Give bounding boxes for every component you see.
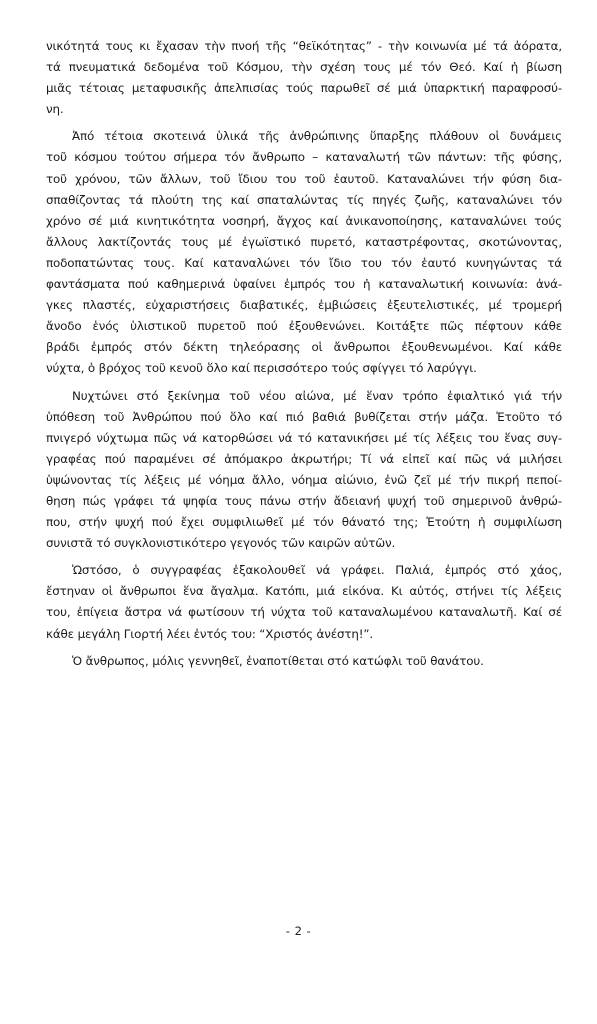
text-line: νύχτα, ὁ βρόχος τοῦ κενοῦ ὅλο καί περισσότερο τούς σφίγγει τό λαρύγγι. — [46, 361, 477, 376]
text-line: Νυχτώνει στό ξεκίνημα τοῦ νέου αἰώνα, μέ ἕναν τρόπο ἐφιαλτικό γιά τήν — [72, 388, 562, 403]
text-line: Ὡστόσο, ὁ συγγραφέας ἐξακολουθεῖ νά γράφει. Παλιά, ἐμπρός στό χάος, — [72, 563, 562, 578]
text-line: γραφέας πού παραμένει σέ ἀπόμακρο ἀκρωτήρι; Τί νά εἰπεῖ καί πῶς νά μιλήσει — [46, 451, 562, 466]
text-line: κάθε μεγάλη Γιορτή λέει ἐντός του: “Χριστός ἀνέστη!”. — [46, 626, 374, 641]
text-line: που, στήν ψυχή πού ἔχει συμφιλιωθεῖ μέ τόν θάνατό της; Ἐτούτη ἡ συμφιλίωση — [46, 515, 562, 530]
text-line: Ὁ ἄνθρωπος, μόλις γεννηθεῖ, ἐναποτίθεται στό κατώφλι τοῦ θανάτου. — [72, 653, 484, 668]
body-text — [46, 36, 562, 672]
text-line: νη. — [46, 102, 64, 117]
text-line: θηση πώς γράφει τά ψηφία τους πάνω στήν ἄδειανή ψυχή τοῦ σημερινοῦ ἀνθρώ- — [46, 493, 562, 508]
text-line: χρόνο σέ μιά κινητικότητα νοσηρή, ἄγχος καί ἀνικανοποίησης, καταναλώνει τούς — [46, 213, 562, 228]
text-line: νικότητά τους κι ἔχασαν τὴν πνοή τῆς “θεϊκότητας” - τὴν κοινωνία μέ τά ἀόρατα, — [46, 39, 562, 53]
text-line: ἄνοδο ἑνός ὑλιστικοῦ πυρετοῦ πού ἐξουθενώνει. Κοιτάξτε πῶς πέφτουν κάθε — [46, 319, 562, 334]
paragraph — [46, 386, 562, 555]
text-line: μιᾶς τέτοιας μεταφυσικῆς ἀπελπισίας τούς παρωθεῖ σέ μιά ὑπαρκτική παραφροσύ- — [46, 81, 562, 96]
text-line: συνιστᾶ τό συγκλονιστικότερο γεγονός τῶν καιρῶν αὐτῶν. — [46, 536, 396, 551]
text-line: του, ἐπίγεια ἄστρα νά φωτίσουν τή νύχτα τοῦ καταναλωμένου καταναλωτῆ. Καί σέ — [46, 605, 562, 620]
paragraph — [46, 36, 562, 120]
text-line: ποδοπατώντας τους. Καί καταναλώνει τόν ἴδιο του τόν ἑαυτό κυνηγώντας τά — [46, 255, 562, 270]
text-line: φαντάσματα πού καθημερινά ὑφαίνει ἐμπρός του ἡ καταναλωτική κοινωνία: ἀνά- — [46, 277, 562, 292]
text-line: ἔστηναν οἱ ἄνθρωποι ἕνα ἄγαλμα. Κατόπι, μιά εἰκόνα. Κι αὐτός, στήνει τίς λέξεις — [46, 584, 562, 599]
text-line: ὑψώνοντας τίς λέξεις μέ νόημα ἄλλο, νόημα αἰώνιο, ἐνῶ ζεῖ μέ τήν πικρή πεποί- — [46, 472, 562, 487]
text-line: τοῦ χρόνου, τῶν ἄλλων, τοῦ ἴδιου του τοῦ ἑαυτοῦ. Καταναλώνει τήν φύση δια- — [46, 171, 562, 186]
text-line: Ἀπό τέτοια σκοτεινά ὑλικά τῆς ἀνθρώπινης ὕπαρξης πλάθουν οἱ δυνάμεις — [72, 129, 562, 144]
text-line: τοῦ κόσμου τούτου σήμερα τόν ἄνθρωπο – καταναλωτή τῶν πάντων: τῆς φύσης, — [46, 150, 562, 165]
text-line: σπαθίζοντας τά πλούτη της καί σπαταλώντας τίς πηγές ζωῆς, καταναλώνει τόν — [46, 192, 562, 207]
text-line: τά πνευματικά δεδομένα τοῦ Κόσμου, τὴν σχέση τους μέ τόν Θεό. Καί ἡ βίωση — [46, 60, 562, 75]
text-line: πνιγερό νύχτωμα πῶς νά κατορθώσει νά τό κατανικήσει μέ τίς λέξεις του ἕνας συγ- — [46, 430, 562, 445]
text-line: ὑπόθεση τοῦ Ἀνθρώπου πού ὅλο καί πιό βαθιά βυθίζεται στήν μάζα. Ἐτοῦτο τό — [46, 409, 562, 424]
text-line: γκες πλαστές, εὐχαριστήσεις διαβατικές, ἐμβιώσεις ἐξευτελιστικές, μέ τρομερή — [46, 298, 562, 313]
paragraph — [46, 560, 562, 644]
text-line: βράδι ἐμπρός στόν δέκτη τηλεόρασης οἱ ἄνθρωποι ἐξουθενωμένοι. Καί κάθε — [46, 340, 562, 355]
text-line: ἄλλους λακτίζοντάς τους μέ ἐγωϊστικό πυρετό, καταστρέφοντας, σκοτώνοντας, — [46, 234, 562, 249]
paragraph — [46, 651, 562, 672]
paragraph — [46, 126, 562, 379]
page-number: - 2 - — [285, 924, 312, 938]
